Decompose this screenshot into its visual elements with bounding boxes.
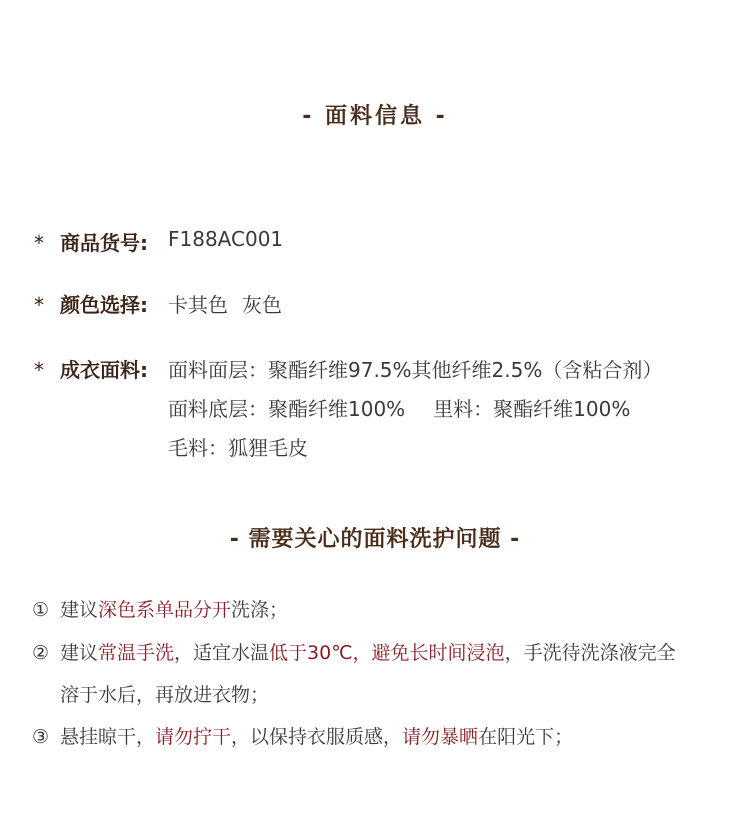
care-highlight: 常温手洗 [98, 642, 175, 664]
care-text-part: 在阳光下； [478, 726, 574, 748]
care-highlight: 请勿拧干 [155, 726, 232, 748]
star-bullet: * [34, 293, 44, 317]
care-number: ② [32, 642, 50, 664]
care-highlight: 低于30℃，避免长时间浸泡 [269, 642, 505, 664]
color-option-gray: 灰色 [242, 293, 282, 317]
section-title-fabric-info: - 面料信息 - [302, 104, 448, 129]
care-text [60, 589, 288, 631]
fabric-lining: 里料：聚酯纤维100% [433, 397, 631, 421]
care-highlight: 请勿暴晒 [402, 726, 479, 748]
section-title-care: - 需要关心的面料洗护问题 - [229, 527, 521, 552]
care-highlight: 深色系单品分开 [98, 599, 232, 621]
care-text-part: ，适宜水温 [174, 642, 270, 664]
color-option-khaki: 卡其色 [168, 293, 228, 317]
star-bullet: * [34, 231, 44, 255]
star-bullet: * [34, 358, 44, 382]
care-text-part: 建议 [60, 642, 99, 664]
care-number: ① [32, 599, 50, 621]
care-number: ③ [32, 726, 50, 748]
care-text-part: 溶于水后，再放进衣物； [60, 684, 270, 706]
care-text-part: 悬挂晾干， [60, 726, 156, 748]
fabric-line-fur: 毛料：狐狸毛皮 [168, 436, 308, 460]
product-code-label: 商品货号: [60, 231, 148, 255]
fabric-base: 面料底层：聚酯纤维100% [168, 397, 406, 421]
care-text-part: 洗涤； [231, 599, 289, 621]
color-values [168, 289, 282, 318]
care-text [60, 716, 573, 758]
care-text-part: ，以保持衣服质感， [231, 726, 403, 748]
care-text-part: 建议 [60, 599, 99, 621]
care-text [60, 632, 676, 674]
fabric-label: 成衣面料: [60, 358, 148, 382]
fabric-line-base-lining [168, 393, 630, 422]
color-label: 颜色选择: [60, 293, 148, 317]
product-code-value: F188AC001 [168, 227, 284, 251]
care-text-part: ，手洗待洗涤液完全 [504, 642, 676, 664]
fabric-line-outer: 面料面层：聚酯纤维97.5%其他纤维2.5%（含粘合剂） [168, 358, 663, 382]
